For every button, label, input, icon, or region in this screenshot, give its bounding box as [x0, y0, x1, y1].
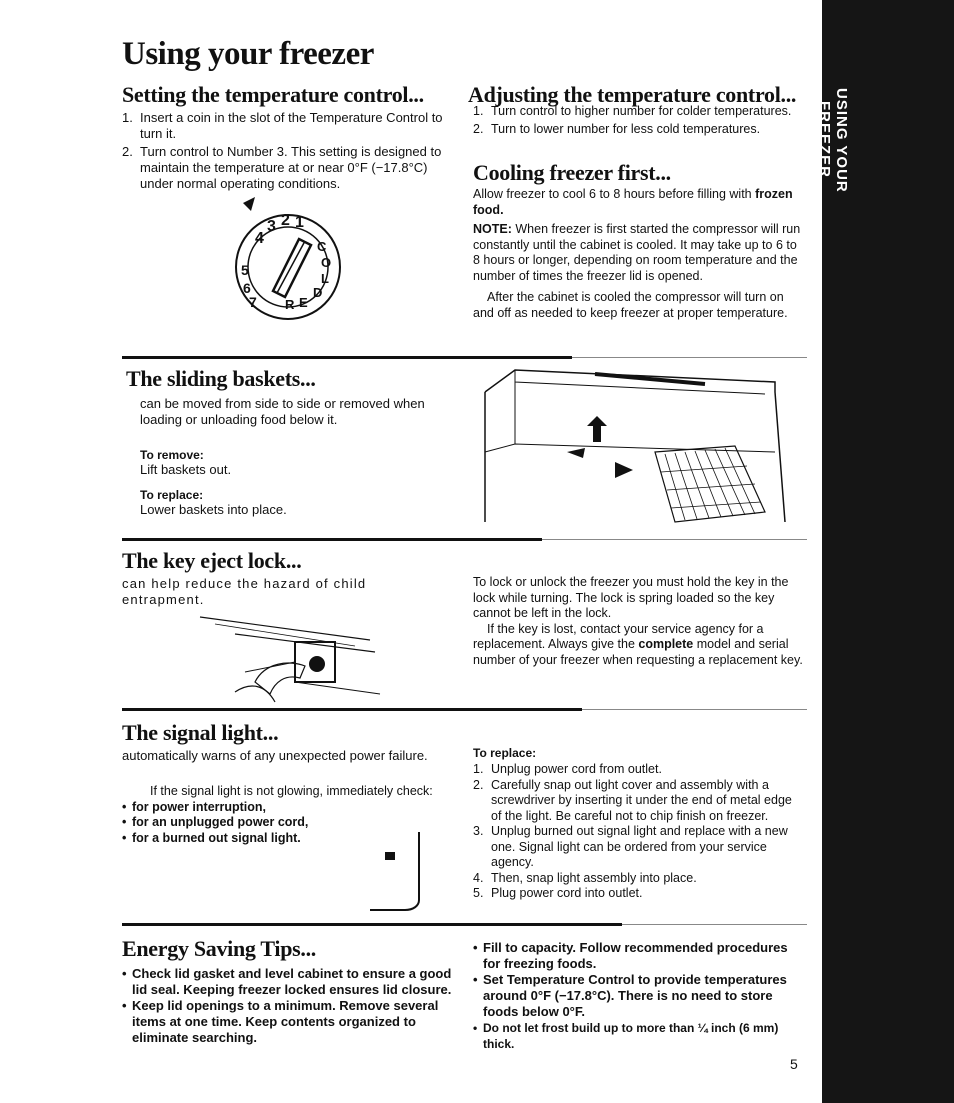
lock-paragraph: To lock or unlock the freezer you must hold the key in the lock while turning. The lock is spring loaded so the key cannot be left in the lock.	[473, 575, 789, 620]
temperature-dial-illustration	[225, 195, 355, 325]
signal-intro: automatically warns of any unexpected power failure.	[122, 748, 428, 763]
lock-paragraph-2: If the key is lost, contact your service agency for a replacement. Always give the complete model and serial number of your freezer when requesting a replacement key.	[473, 621, 803, 667]
cooling-body	[473, 187, 805, 321]
list-item: • Do not let frost build up to more than ¼ inch (6 mm) thick.	[473, 1020, 805, 1052]
remove-label: To remove:	[140, 448, 204, 462]
lock-heading: The key eject lock...	[122, 548, 302, 573]
coin-icon	[243, 197, 255, 211]
key-lock-illustration	[195, 612, 385, 707]
list-item: 1. Turn control to higher number for colder temperatures.	[473, 104, 792, 118]
section-divider	[122, 708, 582, 711]
signal-replace-label: To replace:	[473, 746, 537, 760]
energy-right-tips	[473, 940, 805, 1052]
list-item: • for an unplugged power cord,	[122, 815, 458, 831]
energy-heading: Energy Saving Tips...	[122, 936, 317, 961]
page-title: Using your freezer	[122, 36, 374, 72]
svg-text:L: L	[321, 271, 329, 286]
list-item: • Set Temperature Control to provide temperatures around 0°F (−17.8°C). There is no need to store foods below 0°F.	[473, 972, 805, 1020]
sidebar-label: USING YOUR FREEZER	[816, 87, 850, 193]
signal-heading: The signal light...	[122, 720, 279, 745]
svg-text:7: 7	[249, 294, 257, 310]
signal-check-intro: If the signal light is not glowing, immediately check:	[150, 784, 433, 798]
list-item: 2. Carefully snap out light cover and assembly with a screwdriver by inserting it under the end of metal edge of the light. Be careful not to chip finish on freezer.	[473, 777, 792, 823]
list-item: 1. Unplug power cord from outlet.	[473, 762, 662, 776]
arrow-up-icon	[587, 416, 607, 442]
svg-text:E: E	[299, 295, 308, 310]
svg-text:D: D	[313, 285, 323, 300]
list-item: • for power interruption,	[122, 800, 458, 816]
replace-label: To replace:	[140, 488, 204, 502]
lock-intro: can help reduce the hazard of child entrapment.	[122, 576, 367, 607]
list-item: • Keep lid openings to a minimum. Remove several items at one time. Keep contents organized to eliminate searching.	[122, 998, 454, 1046]
arrow-right-icon	[615, 462, 633, 478]
hand-icon	[255, 663, 305, 694]
list-item: 5. Plug power cord into outlet.	[473, 886, 643, 900]
replace-text: Lower baskets into place.	[140, 502, 287, 517]
svg-text:O: O	[321, 255, 332, 270]
cooling-note: NOTE: When freezer is first started the compressor will run constantly until the cabinet is cooled. It may take up to 6 to 8 hours or longer, depending on room temperature and the number of times the freezer lid is opened.	[473, 222, 801, 283]
svg-text:3: 3	[267, 218, 276, 235]
svg-text:1: 1	[295, 214, 304, 231]
signal-light-illustration	[365, 830, 435, 915]
section-divider	[122, 538, 542, 541]
section-divider-tail	[622, 924, 807, 925]
svg-text:5: 5	[241, 262, 249, 278]
list-item: • Fill to capacity. Follow recommended procedures for freezing foods.	[473, 940, 805, 972]
svg-text:4: 4	[255, 230, 264, 247]
energy-left-tips	[122, 966, 454, 1046]
section-divider-tail	[542, 539, 807, 540]
list-item: 3. Unplug burned out signal light and replace with a new one. Signal light can be ordered from your service agency.	[473, 824, 788, 869]
list-item: 2. Turn control to Number 3. This setting is designed to maintain the temperature at or near 0°F (−17.8°C) under normal operating conditions.	[122, 144, 442, 191]
section-divider-tail	[582, 709, 807, 710]
list-item: • Check lid gasket and level cabinet to ensure a good lid seal. Keeping freezer locked ensures lid closure.	[122, 966, 454, 998]
section-divider	[122, 356, 572, 359]
arrow-left-icon	[567, 448, 585, 458]
list-item: 4. Then, snap light assembly into place.	[473, 870, 697, 885]
adjusting-steps	[473, 104, 809, 137]
svg-text:C: C	[317, 239, 327, 254]
adjusting-heading: Adjusting the temperature control...	[468, 82, 797, 107]
section-divider	[122, 923, 622, 926]
svg-text:R: R	[285, 297, 295, 312]
list-item: 1. Insert a coin in the slot of the Temperature Control to turn it.	[122, 110, 443, 141]
list-item: • for a burned out signal light.	[122, 831, 458, 847]
cooling-paragraph-2: After the cabinet is cooled the compressor will turn on and off as needed to keep freezer at proper temperature.	[473, 290, 788, 320]
setting-heading: Setting the temperature control...	[122, 82, 424, 107]
baskets-intro: can be moved from side to side or removed when loading or unloading food below it.	[140, 396, 425, 427]
list-item: 2. Turn to lower number for less cold temperatures.	[473, 121, 761, 136]
remove-text: Lift baskets out.	[140, 462, 232, 477]
signal-steps	[473, 762, 805, 902]
freezer-basket-illustration	[475, 362, 795, 532]
lock-body	[473, 575, 805, 668]
svg-text:6: 6	[243, 280, 251, 296]
signal-light-icon	[385, 852, 395, 860]
cooling-heading: Cooling freezer first...	[473, 160, 671, 185]
lock-keyhole-icon	[309, 656, 325, 672]
page-number: 5	[790, 1056, 798, 1072]
svg-text:2: 2	[281, 212, 290, 229]
section-divider-tail	[572, 357, 807, 358]
baskets-heading: The sliding baskets...	[126, 366, 316, 391]
cooling-paragraph: Allow freezer to cool 6 to 8 hours before filling with frozen food.	[473, 187, 793, 217]
setting-steps	[122, 110, 452, 192]
